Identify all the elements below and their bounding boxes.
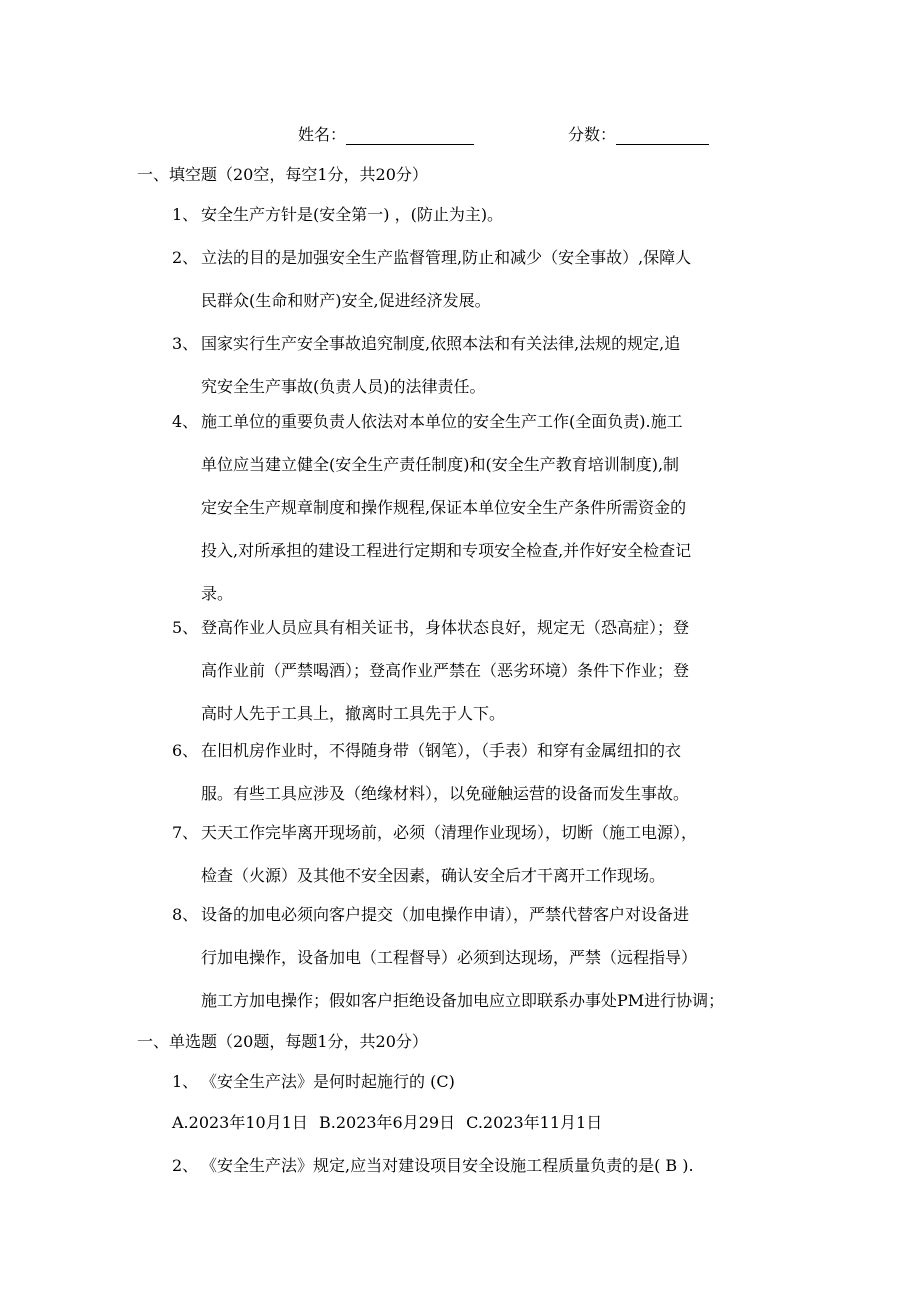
item-number: 7、 [172, 823, 199, 842]
fill-in-item-8 [172, 893, 784, 1022]
item-number: 5、 [172, 618, 199, 637]
fill-in-item-7 [172, 811, 784, 897]
item-text: 国家实行生产安全事故追究制度,依照本法和有关法律,法规的规定,追 究安全生产事故(负责人员)的法律责任。 [201, 334, 681, 396]
item-number: 3、 [172, 334, 199, 353]
item-text: 立法的目的是加强安全生产监督管理,防止和减少（安全事故）,保障人 民群众(生命和财产)安全,促进经济发展。 [201, 248, 692, 310]
score-label: 分数： [568, 125, 617, 144]
item-number: 8、 [172, 905, 199, 924]
choice-options-q1: A.2023年10月1日 B.2023年6月29日 C.2023年11月1日 [172, 1113, 603, 1132]
fill-in-item-2 [172, 236, 784, 322]
fill-in-item-3 [172, 322, 784, 408]
section-fill-in-title: 一、填空题（20空，每空1分，共20分） [137, 165, 428, 184]
choice-item-2 [172, 1144, 792, 1187]
item-text: 《安全生产法》是何时起施行的 (C) [201, 1072, 455, 1091]
item-number: 2、 [172, 248, 199, 267]
name-label: 姓名： [298, 125, 347, 144]
name-field[interactable] [298, 122, 474, 145]
item-text: 《安全生产法》规定,应当对建设项目安全设施工程质量负责的是( B ). [201, 1156, 694, 1175]
section-single-choice-title: 一、单选题（20题，每题1分，共20分） [137, 1032, 428, 1051]
name-blank-line[interactable] [346, 126, 474, 145]
item-number: 4、 [172, 412, 199, 431]
fill-in-item-6 [172, 729, 784, 815]
fill-in-item-1 [172, 193, 784, 236]
item-text: 登高作业人员应具有相关证书，身体状态良好，规定无（恐高症）；登 高作业前（严禁喝酒）；登高作业严禁在（恶劣环境）条件下作业；登 高时人先于工具上，撤离时工具先于人下。 [201, 618, 690, 723]
score-field[interactable] [568, 122, 709, 145]
fill-in-item-5 [172, 606, 784, 735]
item-number: 6、 [172, 741, 199, 760]
item-number: 1、 [172, 1072, 199, 1091]
choice-item-1 [172, 1060, 784, 1103]
item-number: 2、 [172, 1156, 199, 1175]
item-text: 天天工作完毕离开现场前，必须（清理作业现场），切断（施工电源）， 检查（火源）及其他不安全因素，确认安全后才干离开工作现场。 [201, 823, 698, 885]
fill-in-item-4 [172, 400, 784, 615]
header-fields [0, 122, 920, 146]
item-text: 设备的加电必须向客户提交（加电操作申请），严禁代替客户对设备进 行加电操作，设备加电（工程督导）必须到达现场，严禁（远程指导） 施工方加电操作；假如客户拒绝设备加电应立即联系办事处PM进行协调； [201, 905, 725, 1010]
item-text: 施工单位的重要负责人依法对本单位的安全生产工作(全面负责).施工 单位应当建立健全(安全生产责任制度)和(安全生产教育培训制度),制 定安全生产规章制度和操作规程,保证本单位安全生产条件所需资金的 投入,对所承担的建设工程进行定期和专项安全检查,并作好安全检查记 录。 [201, 412, 692, 603]
item-text: 在旧机房作业时，不得随身带（钢笔），（手表）和穿有金属纽扣的衣 服。有些工具应涉及（绝缘材料），以免碰触运营的设备而发生事故。 [201, 741, 690, 803]
score-blank-line[interactable] [616, 126, 709, 145]
item-number: 1、 [172, 205, 199, 224]
item-text: 安全生产方针是(安全第一) ，(防止为主)。 [201, 205, 504, 224]
